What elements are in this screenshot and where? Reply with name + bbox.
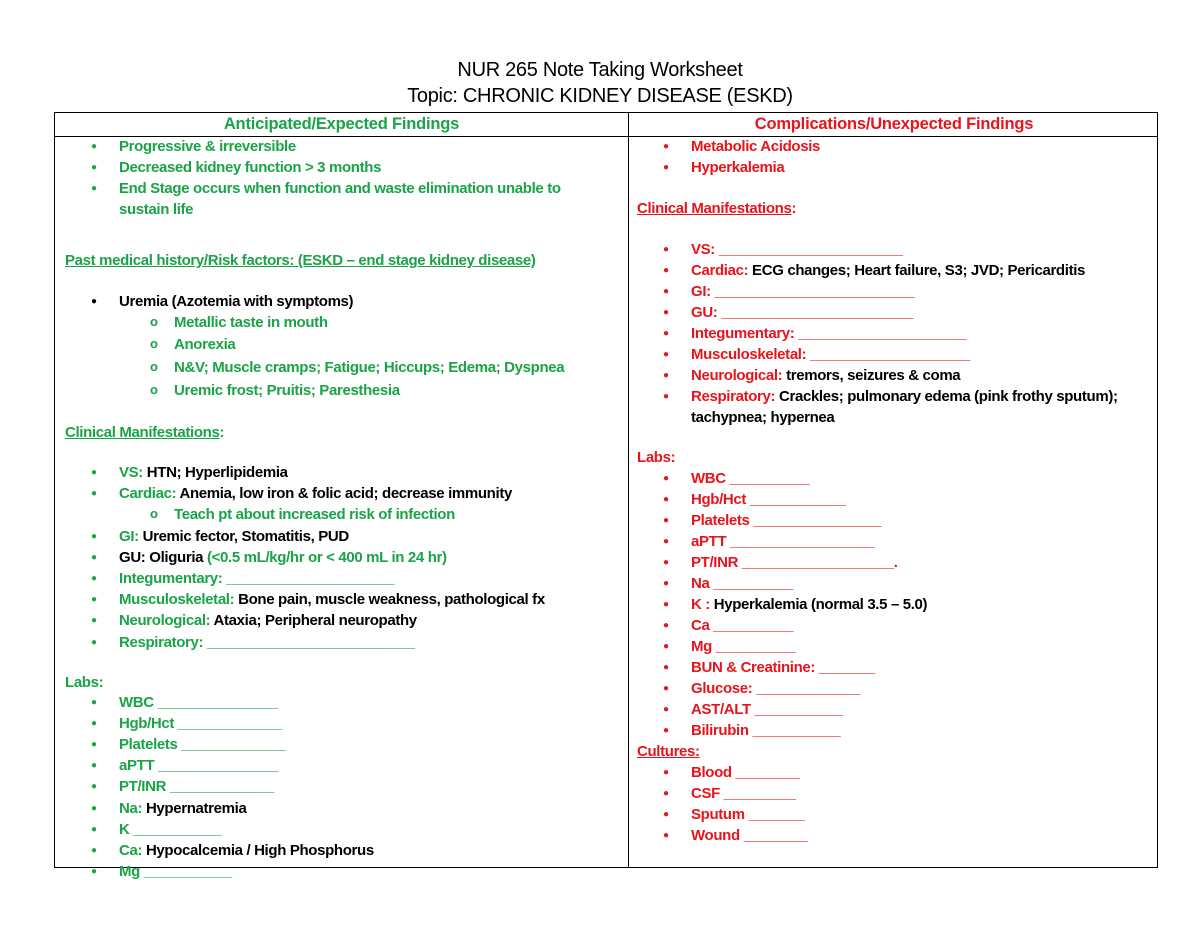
worksheet-table <box>54 112 1158 880</box>
list-item: ● Uremia (Azotemia with symptoms) <box>119 292 353 312</box>
list-item: ● GI: Uremic fector, Stomatitis, PUD <box>119 527 349 547</box>
list-item: ● Hyperkalemia <box>691 158 784 178</box>
list-item: ● Hgb/Hct ____________ <box>691 490 846 510</box>
list-item: ● Integumentary: _____________________ <box>119 569 394 589</box>
list-item: ● aPTT _______________ <box>119 756 278 776</box>
list-item: ● Ca: Hypocalcemia / High Phosphorus <box>119 841 374 861</box>
sub-list-item: o Teach pt about increased risk of infection <box>174 505 455 525</box>
list-item: ● Sputum _______ <box>691 805 805 825</box>
list-item: ● VS: _______________________ <box>691 240 903 260</box>
expected-findings-heading: Anticipated/Expected Findings <box>223 115 460 133</box>
sub-list-item: o Metallic taste in mouth <box>174 313 328 333</box>
cultures-heading: Cultures: <box>637 743 700 760</box>
clinical-manifestations-heading: Clinical Manifestations: <box>637 200 797 217</box>
list-item: ● K : Hyperkalemia (normal 3.5 – 5.0) <box>691 595 927 615</box>
list-item: ● Cardiac: Anemia, low iron & folic acid; decrease immunity <box>119 484 512 504</box>
list-item: ● Ca __________ <box>691 616 793 636</box>
list-item: ● Na: Hypernatremia <box>119 799 246 819</box>
list-item: ● End Stage occurs when function and waste elimination unable to <box>119 179 561 199</box>
list-item-continuation: tachypnea; hypernea <box>691 409 835 426</box>
list-item: ● Musculoskeletal: Bone pain, muscle weakness, pathological fx <box>119 590 545 610</box>
sub-list-item: o Anorexia <box>174 335 235 355</box>
list-item: ● BUN & Creatinine: _______ <box>691 658 875 678</box>
list-item: ● Glucose: _____________ <box>691 679 860 699</box>
list-item: ● Decreased kidney function > 3 months <box>119 158 381 178</box>
list-item: ● Metabolic Acidosis <box>691 137 820 157</box>
list-item: ● GU: Oliguria (<0.5 mL/kg/hr or < 400 mL in 24 hr) <box>119 548 447 568</box>
list-item: ● Blood ________ <box>691 763 800 783</box>
list-item: ● Respiratory: __________________________ <box>119 633 415 653</box>
list-item: ● AST/ALT ___________ <box>691 700 843 720</box>
list-item: ● K ___________ <box>119 820 221 840</box>
list-item: ● Wound ________ <box>691 826 808 846</box>
list-item: ● Platelets ________________ <box>691 511 881 531</box>
list-item: ● Hgb/Hct _____________ <box>119 714 282 734</box>
list-item: ● GI: _________________________ <box>691 282 914 302</box>
list-item: ● GU: ________________________ <box>691 303 913 323</box>
list-item: ● WBC __________ <box>691 469 810 489</box>
risk-factors-heading: Past medical history/Risk factors: (ESKD – end stage kidney disease) <box>65 252 536 269</box>
sub-list-item: o Uremic frost; Pruitis; Paresthesia <box>174 381 400 401</box>
list-item: ● Respiratory: Crackles; pulmonary edema (pink frothy sputum); <box>691 387 1118 407</box>
list-item: ● Platelets _____________ <box>119 735 285 755</box>
list-item: ● Mg ___________ <box>119 862 232 882</box>
list-item-continuation: sustain life <box>119 201 194 218</box>
labs-heading: Labs: <box>637 449 676 466</box>
labs-heading: Labs: <box>65 674 104 691</box>
worksheet-topic: Topic: CHRONIC KIDNEY DISEASE (ESKD) <box>407 85 793 107</box>
list-item: ● Progressive & irreversible <box>119 137 296 157</box>
list-item: ● PT/INR ___________________. <box>691 553 898 573</box>
column-divider <box>628 113 629 867</box>
list-item: ● Neurological: Ataxia; Peripheral neuropathy <box>119 611 417 631</box>
list-item: ● Mg __________ <box>691 637 796 657</box>
list-item: ● Musculoskeletal: ____________________ <box>691 345 970 365</box>
list-item: ● WBC _______________ <box>119 693 277 713</box>
worksheet-title: NUR 265 Note Taking Worksheet <box>457 59 743 81</box>
list-item: ● Integumentary: _____________________ <box>691 324 966 344</box>
list-item: ● Na __________ <box>691 574 793 594</box>
unexpected-findings-heading: Complications/Unexpected Findings <box>754 115 1034 133</box>
list-item: ● CSF _________ <box>691 784 796 804</box>
sub-list-item: o N&V; Muscle cramps; Fatigue; Hiccups; Edema; Dyspnea <box>174 358 564 378</box>
list-item: ● Bilirubin ___________ <box>691 721 840 741</box>
list-item: ● PT/INR _____________ <box>119 777 274 797</box>
list-item: ● Cardiac: ECG changes; Heart failure, S3; JVD; Pericarditis <box>691 261 1085 281</box>
list-item: ● aPTT __________________ <box>691 532 874 552</box>
list-item: ● VS: HTN; Hyperlipidemia <box>119 463 288 483</box>
clinical-manifestations-heading: Clinical Manifestations: <box>65 424 225 441</box>
list-item: ● Neurological: tremors, seizures & coma <box>691 366 960 386</box>
